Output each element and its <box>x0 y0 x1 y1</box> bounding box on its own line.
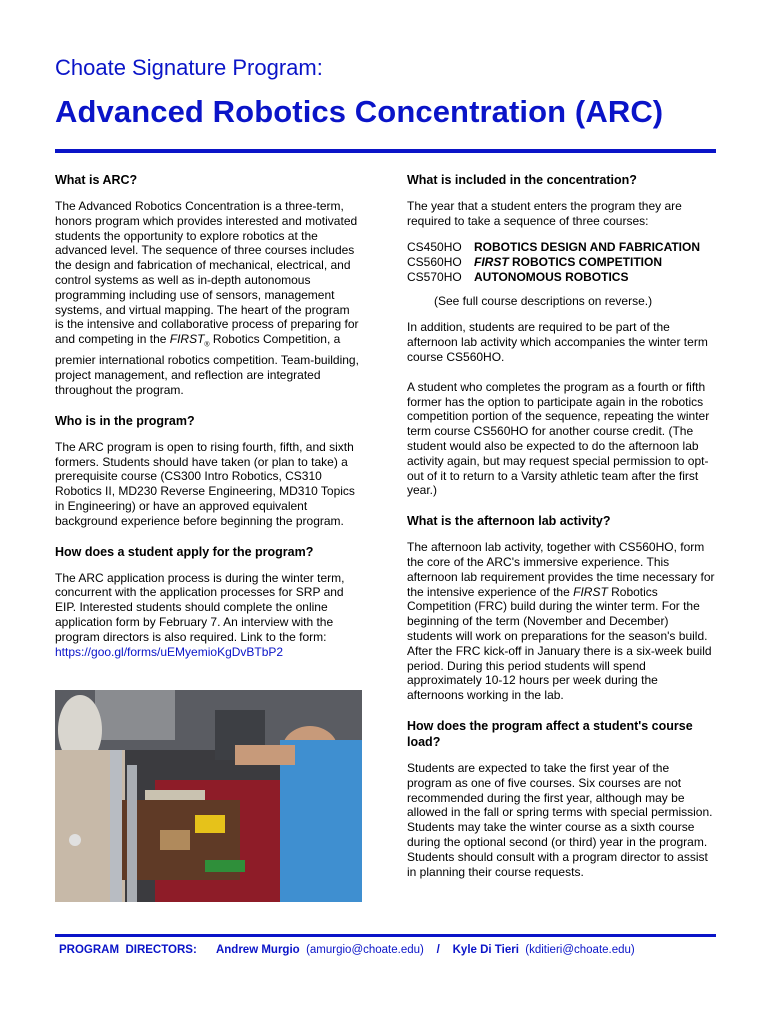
text-span: The ARC application process is during the winter term, concurrent with the application processes for SRP and EIP. Interested students should complete the online application form by February 7. An interview with the program directors is also required. Link to the form: <box>55 570 345 644</box>
section-heading-who: Who is in the program? <box>55 413 195 428</box>
director-email[interactable]: (kditieri@choate.edu) <box>525 944 635 956</box>
text-span: The Advanced Robotics Concentration is a three-term, honors program which provides interested and motivated students the opportunity to explore robotics at the advanced level. The sequence of three courses includes the design and fabrication of mechanical, electrical, and control systems as well as in-depth autonomous programming including use of sensors, management systems, and virtual mapping. The heart of the program is the intensive and collaborative process of preparing for and competing in the <box>55 199 359 347</box>
section-heading-what-is-arc: What is ARC? <box>55 173 138 187</box>
course-name <box>474 255 662 270</box>
robotics-lab-photo <box>55 690 362 902</box>
section-text-apply <box>55 571 360 660</box>
program-subtitle: Choate Signature Program: <box>55 55 323 80</box>
course-code: CS570HO <box>407 269 462 284</box>
section-text-included: The year that a student enters the program they are required to take a sequence of three courses: <box>407 199 682 228</box>
left-column <box>55 172 360 674</box>
director-email[interactable]: (amurgio@choate.edu) <box>306 944 424 956</box>
footer-separator: / <box>436 944 440 956</box>
text-span: Robotics Competition, a premier international robotics competition. Team-building, project management, and reflection are integrated throughout the program. <box>55 332 359 397</box>
course-row <box>407 270 717 285</box>
section-text-course-load: Students are expected to take the first year of the program as one of five courses. Six courses are not recommended during the first year, although may be allowed in the fall or spring terms with special permission. Students may take the winter course as a sixth course during the optional second (or third) year in the program. Students should consult with a program director to assist in planning their course requests. <box>407 760 713 879</box>
page-header <box>55 54 663 130</box>
footer-divider <box>55 934 716 937</box>
page-title: Advanced Robotics Concentration (ARC) <box>55 94 664 129</box>
course-code: CS560HO <box>407 254 462 269</box>
text-span: ROBOTICS COMPETITION <box>508 254 663 269</box>
application-form-link[interactable]: https://goo.gl/forms/uEMyemioKgDvBTbP2 <box>55 644 284 659</box>
course-note: (See full course descriptions on reverse.) <box>434 293 653 308</box>
footer-directors <box>59 944 635 956</box>
course-list <box>407 240 717 285</box>
right-column <box>407 172 717 894</box>
section-text-who: The ARC program is open to rising fourth, fifth, and sixth formers. Students should have taken (or plan to take) a prerequisite course (CS300 Intro Robotics, CS310 Robotics II, MD230 Reverse Engineering, MD310 Topics in Engineering) or have an approved equivalent background experience before beginning the program. <box>55 439 355 528</box>
section-text-what-is-arc <box>55 199 360 398</box>
section-heading-included: What is included in the concentration? <box>407 173 637 187</box>
course-code: CS450HO <box>407 239 462 254</box>
header-divider <box>55 149 716 153</box>
registered-mark: ® <box>204 341 210 349</box>
course-row <box>407 255 717 270</box>
director-name: Kyle Di Tieri <box>452 944 519 956</box>
section-heading-lab: What is the afternoon lab activity? <box>407 514 611 529</box>
directors-label: PROGRAM DIRECTORS: <box>59 944 197 956</box>
first-italic: FIRST <box>169 332 205 347</box>
director-name: Andrew Murgio <box>215 944 300 956</box>
text-span: The afternoon lab activity, together with CS560HO, form the core of the ARC's immersive experience. This afternoon lab requirement provides the time necessary for the intensive experience of the <box>407 540 715 599</box>
section-text-lab-requirement: In addition, students are required to be part of the afternoon lab activity which accompanies the winter term course CS560HO. <box>407 320 708 364</box>
course-row <box>407 240 717 255</box>
text-span: Robotics Competition (FRC) build during the winter term. For the beginning of the term (November and December) students will work on preparations for the season's build. After the FRC kick-off in January there is a six-week build period. During this period students will spend approximately 10-12 hours per week during the afternoons working in the lab. <box>407 584 712 703</box>
section-heading-course-load: How does the program affect a student's course load? <box>407 718 693 749</box>
section-text-lab <box>407 540 717 703</box>
first-italic: FIRST <box>474 254 509 269</box>
first-italic: FIRST <box>573 584 608 599</box>
course-name: ROBOTICS DESIGN AND FABRICATION <box>474 239 701 254</box>
course-name: AUTONOMOUS ROBOTICS <box>474 269 629 284</box>
section-heading-apply: How does a student apply for the program? <box>55 544 314 559</box>
section-text-repeat-option: A student who completes the program as a fourth or fifth former has the option to participate again in the robotics competition portion of the sequence, repeating the winter term course CS560HO for another course credit. (The student would also be expected to do the afternoon lab activity again, but may request special permission to opt-out of it to return to a Varsity athletic team after the first year.) <box>407 379 710 498</box>
